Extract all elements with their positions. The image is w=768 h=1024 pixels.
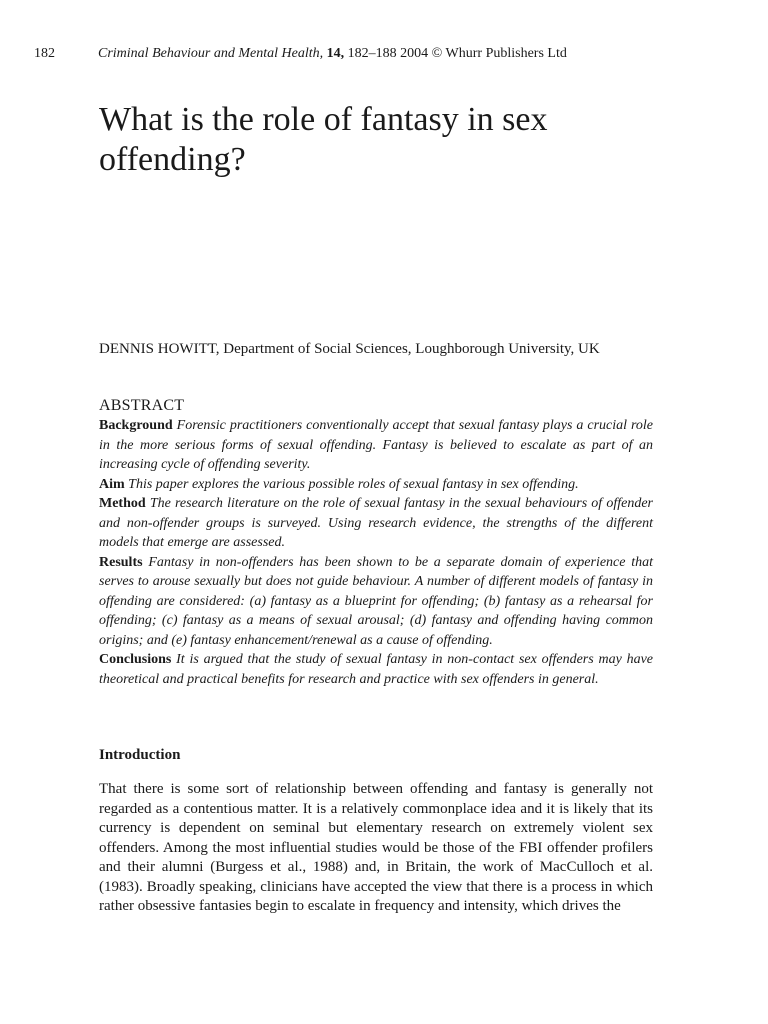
abstract-conclusions — [99, 650, 653, 689]
abstract-text: It is argued that the study of sexual fantasy in non-contact sex offenders may have theoretical and practical benefits for research and practice with sex offenders in general. — [99, 652, 654, 687]
abstract-results — [99, 553, 653, 651]
abstract-label: Results — [99, 554, 143, 570]
journal-pages-year-publisher: 182–188 2004 © Whurr Publishers Ltd — [347, 46, 567, 61]
abstract — [99, 396, 653, 689]
abstract-label: Conclusions — [99, 652, 172, 667]
abstract-label: Method — [99, 496, 146, 511]
page-number: 182 — [34, 46, 55, 61]
abstract-heading: ABSTRACT — [99, 397, 185, 414]
abstract-method — [99, 494, 653, 553]
article-title: What is the role of fantasy in sex offending? — [99, 101, 548, 178]
abstract-label: Aim — [99, 476, 125, 492]
journal-name: Criminal Behaviour and Mental Health, — [98, 46, 324, 61]
abstract-text: The research literature on the role of sexual fantasy in the sexual behaviours of offender and non-offender groups is surveyed. Using research evidence, the strengths of the different models that emerge are assessed. — [99, 496, 654, 550]
section-heading-introduction: Introduction — [99, 747, 181, 763]
author-affiliation: DENNIS HOWITT, Department of Social Sciences, Loughborough University, UK — [99, 341, 600, 357]
abstract-background — [99, 416, 653, 475]
abstract-text: Fantasy in non-offenders has been shown to be a separate domain of experience that serves to arouse sexually but does not guide behaviour. A number of different models of fantasy in offending are considered: (a) fantasy as a blueprint for offending; (b) fantasy as a rehearsal for offending; (c) fantasy as a means of sexual arousal; (d) fantasy and offending having common origins; and (e) fantasy enhancement/renewal as a cause of offending. — [99, 554, 654, 648]
journal-volume: 14, — [326, 46, 345, 61]
abstract-label: Background — [99, 418, 173, 433]
running-header — [34, 46, 734, 62]
journal-citation — [98, 46, 567, 62]
introduction-paragraph: That there is some sort of relationship between offending and fantasy is generally not regarded as a contentious matter. It is a relatively commonplace idea and it is likely that its currency is dependent on seminal but elementary research on extremely violent sex offenders. Among the most influential studies would be those of the FBI offender profilers and their alumni (Burgess et al., 1988) and, in Britain, the work of MacCulloch et al. (1983). Broadly speaking, clinicians have accepted the view that there is a process in which rather obsessive fantasies begin to escalate in frequency and intensity, which drives the — [99, 781, 653, 914]
abstract-text: Forensic practitioners conventionally accept that sexual fantasy plays a crucial role in the more serious forms of sexual offending. Fantasy is believed to escalate as part of an increasing cycle of offending severity. — [99, 418, 654, 472]
abstract-text: This paper explores the various possible roles of sexual fantasy in sex offending. — [128, 476, 579, 492]
abstract-aim — [99, 475, 653, 495]
